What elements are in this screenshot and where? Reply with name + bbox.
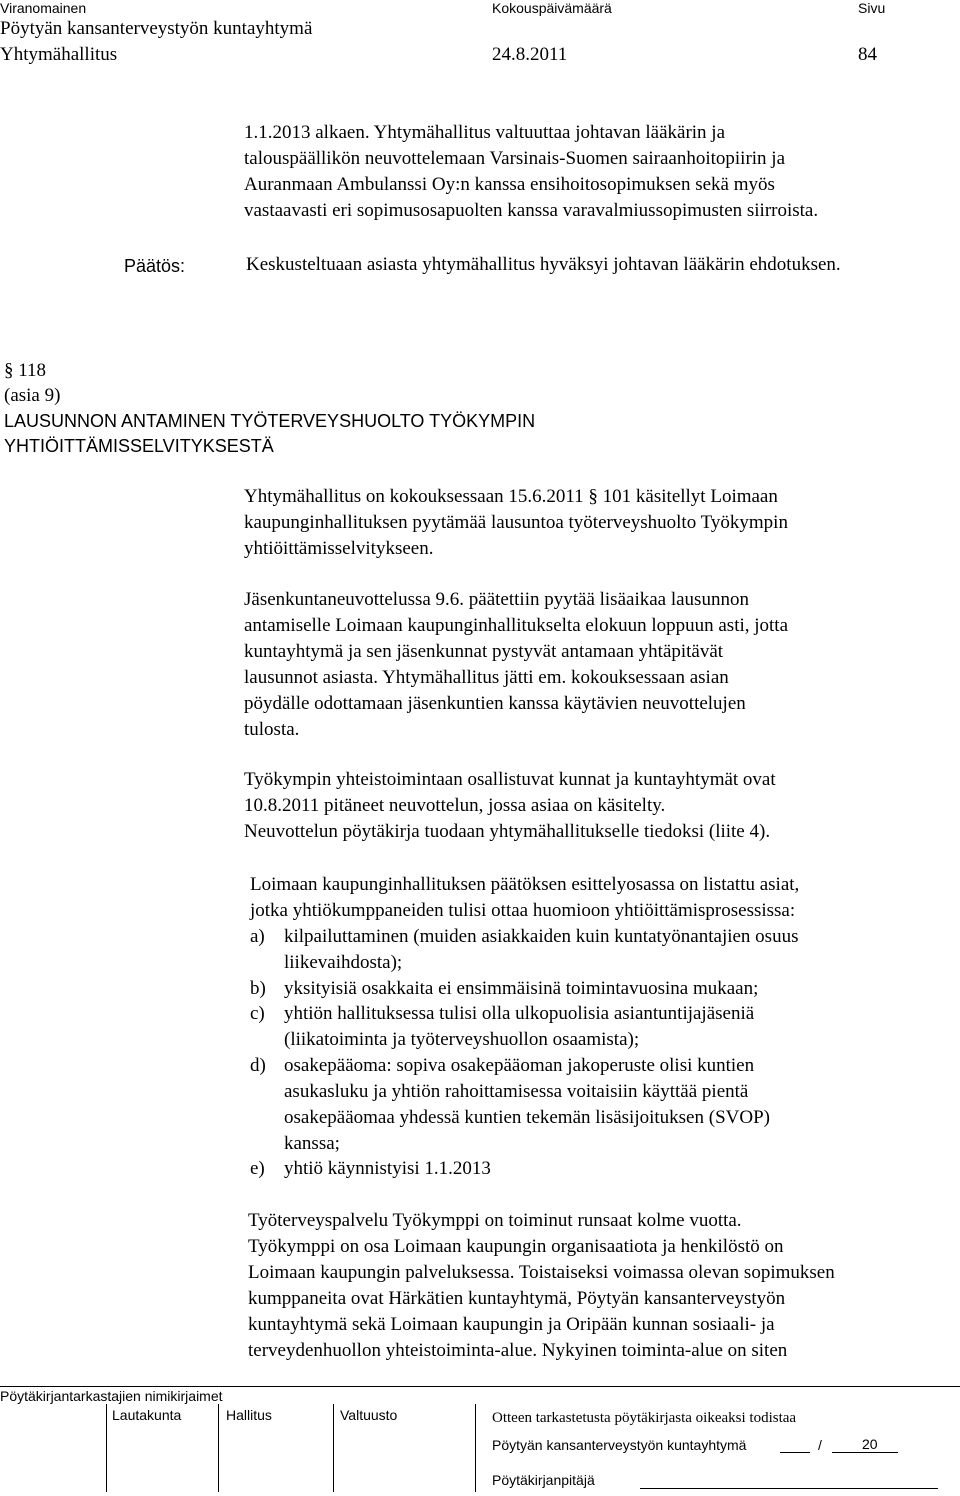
text-line: Työkympin yhteistoimintaan osallistuvat kunnat ja kuntayhtymät ovat (244, 769, 776, 790)
decision-text: Keskusteltuaan asiasta yhtymähallitus hyväksyi johtavan lääkärin ehdotuksen. (246, 254, 841, 275)
footer-col-valtuusto: Valtuusto (340, 1407, 398, 1423)
footer-col-lautakunta: Lautakunta (112, 1407, 182, 1423)
decision-label: Päätös: (124, 256, 186, 276)
paragraph-5 (248, 1208, 948, 1364)
header-label-authority: Viranomainen (0, 0, 87, 16)
list-label: c) (250, 1003, 265, 1024)
list-item (250, 976, 759, 1002)
text-line: terveydenhuollon yhteistoiminta-alue. Nykyinen toiminta-alue on siten (248, 1340, 788, 1361)
section-title-line2: YHTIÖITTÄMISSELVITYKSESTÄ (4, 436, 274, 456)
text-line: (liikatoiminta ja työterveyshuollon osaamista); (284, 1029, 640, 1050)
header-page-number: 84 (858, 44, 877, 65)
text-line: 1.1.2013 alkaen. Yhtymähallitus valtuuttaa johtavan lääkärin ja (244, 122, 726, 143)
text-line: antamiselle Loimaan kaupunginhallitukselta elokuun loppuun asti, jotta (244, 615, 789, 636)
header-label-meeting-date: Kokouspäivämäärä (492, 0, 612, 16)
text-line: talouspäällikön neuvottelemaan Varsinais-Suomen sairaanhoitopiirin ja (244, 148, 786, 169)
text-line: Auranmaan Ambulanssi Oy:n kanssa ensihoitosopimuksen sekä myös (244, 174, 775, 195)
header-body-name: Yhtymähallitus (0, 44, 118, 65)
text-line: yhtiön hallituksessa tulisi olla ulkopuolisia asiantuntijajäseniä (284, 1003, 755, 1024)
text-line: osakepääoma: sopiva osakepääoman jakoperuste olisi kuntien (284, 1055, 755, 1076)
text-line: Työkymppi on osa Loimaan kaupungin organisaatiota ja henkilöstö on (248, 1236, 784, 1257)
footer-certified-title: Otteen tarkastetusta pöytäkirjasta oikeaksi todistaa (492, 1410, 797, 1426)
paragraph-3 (244, 767, 944, 845)
list-label: d) (250, 1055, 266, 1076)
text-line: Loimaan kaupunginhallituksen päätöksen esittelyosassa on listattu asiat, (250, 874, 800, 895)
header-date: 24.8.2011 (492, 44, 568, 65)
footer-divider (106, 1404, 107, 1492)
section-title-line1: LAUSUNNON ANTAMINEN TYÖTERVEYSHUOLTO TYÖKYMPIN (4, 411, 536, 431)
list-item (250, 924, 799, 973)
footer-page-count: 20 (862, 1436, 878, 1452)
text-line: yhtiö käynnistyisi 1.1.2013 (284, 1158, 491, 1179)
section-number: § 118 (4, 360, 47, 381)
text-line: yhtiöittämisselvitykseen. (244, 538, 434, 559)
paragraph-1 (244, 484, 944, 562)
list-label: e) (250, 1158, 265, 1179)
text-line: Yhtymähallitus on kokouksessaan 15.6.2011 § 101 käsitellyt Loimaan (244, 486, 778, 507)
header-organization: Pöytyän kansanterveystyön kuntayhtymä (0, 18, 313, 39)
text-line: Jäsenkuntaneuvottelussa 9.6. päätettiin pyytää lisäaikaa lausunnon (244, 589, 749, 610)
text-line: tulosta. (244, 719, 300, 740)
footer-initials-title: Pöytäkirjantarkastajien nimikirjaimet (0, 1388, 223, 1404)
text-line: kaupunginhallituksen pyytämää lausuntoa työterveyshuolto Työkympin (244, 512, 788, 533)
text-line: osakepääomaa yhdessä kuntien tekemän lisäsijoituksen (SVOP) (284, 1107, 770, 1128)
list-item (250, 1053, 770, 1154)
signature-line (640, 1488, 938, 1489)
text-line: pöydälle odottamaan jäsenkuntien kanssa käytävien neuvottelujen (244, 693, 746, 714)
list-item (250, 1001, 755, 1050)
text-line: yksityisiä osakkaita ei ensimmäisinä toimintavuosina mukaan; (284, 978, 759, 999)
footer-divider (475, 1404, 476, 1492)
text-line: kilpailuttaminen (muiden asiakkaiden kuin kuntatyönantajien osuus (284, 926, 799, 947)
footer-top-rule (0, 1386, 960, 1387)
text-line: kanssa; (284, 1133, 340, 1154)
text-line: Työterveyspalvelu Työkymppi on toiminut runsaat kolme vuotta. (248, 1210, 742, 1231)
footer-slash: / (818, 1437, 822, 1453)
text-line: kumppaneita ovat Härkätien kuntayhtymä, Pöytyän kansanterveystyön (248, 1288, 786, 1309)
text-line: vastaavasti eri sopimusosapuolten kanssa varavalmiussopimusten siirroista. (244, 200, 819, 221)
footer-divider (218, 1404, 219, 1492)
footer-divider (333, 1404, 334, 1492)
text-line: Neuvottelun pöytäkirja tuodaan yhtymähallitukselle tiedoksi (liite 4). (244, 821, 771, 842)
footer-keeper-label: Pöytäkirjanpitäjä (492, 1472, 595, 1488)
text-line: Loimaan kaupungin palveluksessa. Toistaiseksi voimassa olevan sopimuksen (248, 1262, 835, 1283)
footer-certified-org: Pöytyän kansanterveystyön kuntayhtymä (492, 1437, 747, 1453)
intro-paragraph (244, 120, 944, 224)
signature-line (832, 1452, 898, 1453)
list-label: a) (250, 926, 265, 947)
text-line: 10.8.2011 pitäneet neuvottelun, jossa asiaa on käsitelty. (244, 795, 666, 816)
text-line: liikevaihdosta); (284, 952, 403, 973)
footer-col-hallitus: Hallitus (226, 1407, 272, 1423)
list-label: b) (250, 978, 266, 999)
text-line: asukasluku ja yhtiön rahoittamisessa voitaisiin käyttää pientä (284, 1081, 749, 1102)
section-case: (asia 9) (4, 385, 61, 406)
list-item (250, 1156, 491, 1182)
text-line: kuntayhtymä sekä Loimaan kaupungin ja Oripään kunnan sosiaali- ja (248, 1314, 775, 1335)
paragraph-2 (244, 587, 944, 743)
text-line: lausunnot asiasta. Yhtymähallitus jätti em. kokouksessaan asian (244, 667, 729, 688)
header-label-page: Sivu (858, 0, 886, 16)
paragraph-4 (250, 872, 950, 924)
text-line: jotka yhtiökumppaneiden tulisi ottaa huomioon yhtiöittämisprosessissa: (250, 900, 796, 921)
signature-line (780, 1452, 810, 1453)
text-line: kuntayhtymä ja sen jäsenkunnat pystyvät antamaan yhtäpitävät (244, 641, 724, 662)
